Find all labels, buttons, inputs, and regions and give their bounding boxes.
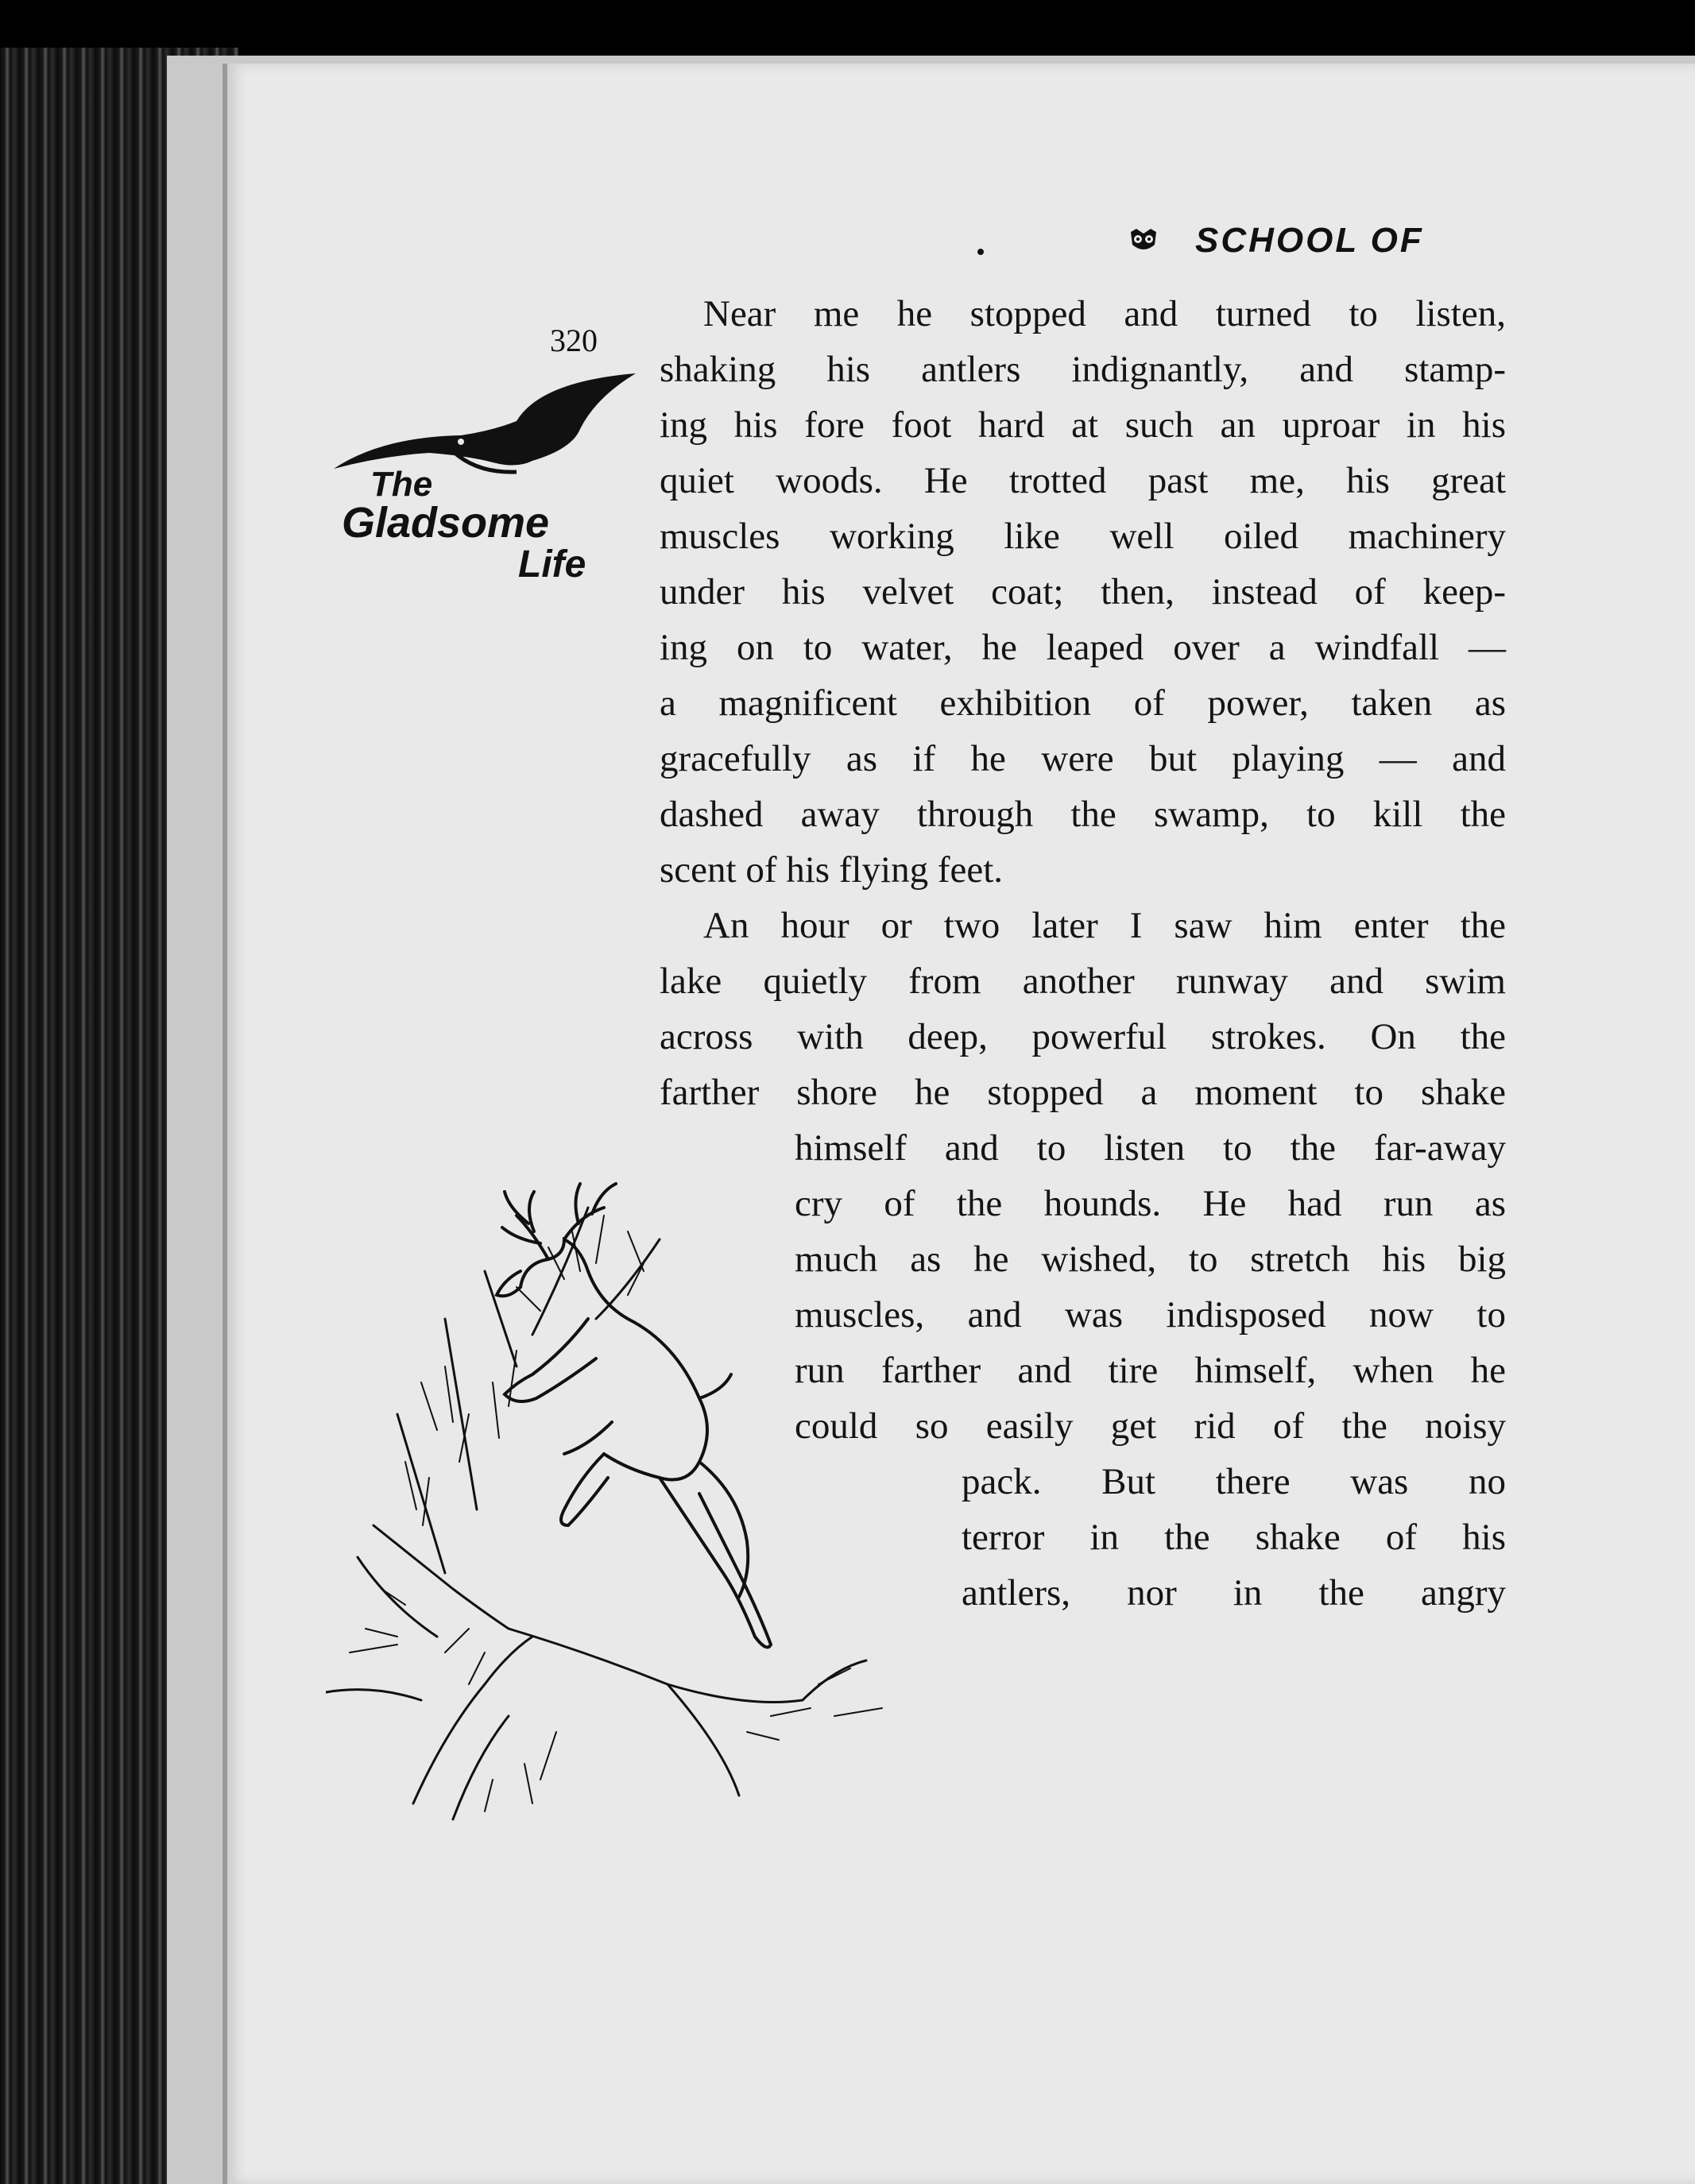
running-head-title: SCHOOL OF xyxy=(1195,221,1424,260)
text-line: scent of his flying feet. xyxy=(660,849,1004,891)
text-line: gracefully as if he were but playing — and xyxy=(660,738,1506,779)
text-line: under his velvet coat; then, instead of keep- xyxy=(660,571,1506,613)
emblem-word-the: The xyxy=(370,465,433,504)
text-line: An hour or two later I saw him enter the xyxy=(703,905,1506,946)
text-line: a magnificent exhibition of power, taken as xyxy=(660,682,1506,724)
text-line: run farther and tire himself, when he xyxy=(795,1350,1506,1391)
text-line: shaking his antlers indignantly, and stamp- xyxy=(660,349,1506,390)
text-line: ing on to water, he leaped over a windfall — xyxy=(660,627,1506,668)
text-line: Near me he stopped and turned to listen, xyxy=(703,293,1506,334)
text-line: terror in the shake of his xyxy=(962,1517,1506,1558)
text-line: muscles working like well oiled machinery xyxy=(660,516,1506,557)
gladsome-life-emblem xyxy=(334,373,652,596)
emblem-word-life: Life xyxy=(518,543,586,586)
header-mark xyxy=(977,249,984,255)
text-line: ing his fore foot hard at such an uproar in his xyxy=(660,404,1506,446)
text-line: antlers, nor in the angry xyxy=(962,1572,1506,1614)
text-line: himself and to listen to the far-away xyxy=(795,1127,1506,1169)
owl-ornament-icon xyxy=(1128,227,1159,254)
text-line: pack. But there was no xyxy=(962,1461,1506,1502)
text-line: could so easily get rid of the noisy xyxy=(795,1405,1506,1447)
text-line: farther shore he stopped a moment to shake xyxy=(660,1072,1506,1113)
text-line: quiet woods. He trotted past me, his great xyxy=(660,460,1506,501)
emblem-word-gladsome: Gladsome xyxy=(342,499,550,547)
text-line: cry of the hounds. He had run as xyxy=(795,1183,1506,1224)
text-line: lake quietly from another runway and swim xyxy=(660,961,1506,1002)
text-line: dashed away through the swamp, to kill the xyxy=(660,794,1506,835)
text-line: muscles, and was indisposed now to xyxy=(795,1294,1506,1336)
text-line: much as he wished, to stretch his big xyxy=(795,1239,1506,1280)
running-head xyxy=(1128,221,1424,261)
page-number: 320 xyxy=(550,323,598,358)
leaping-deer-illustration xyxy=(326,1080,938,1827)
text-line: across with deep, powerful strokes. On the xyxy=(660,1016,1506,1057)
